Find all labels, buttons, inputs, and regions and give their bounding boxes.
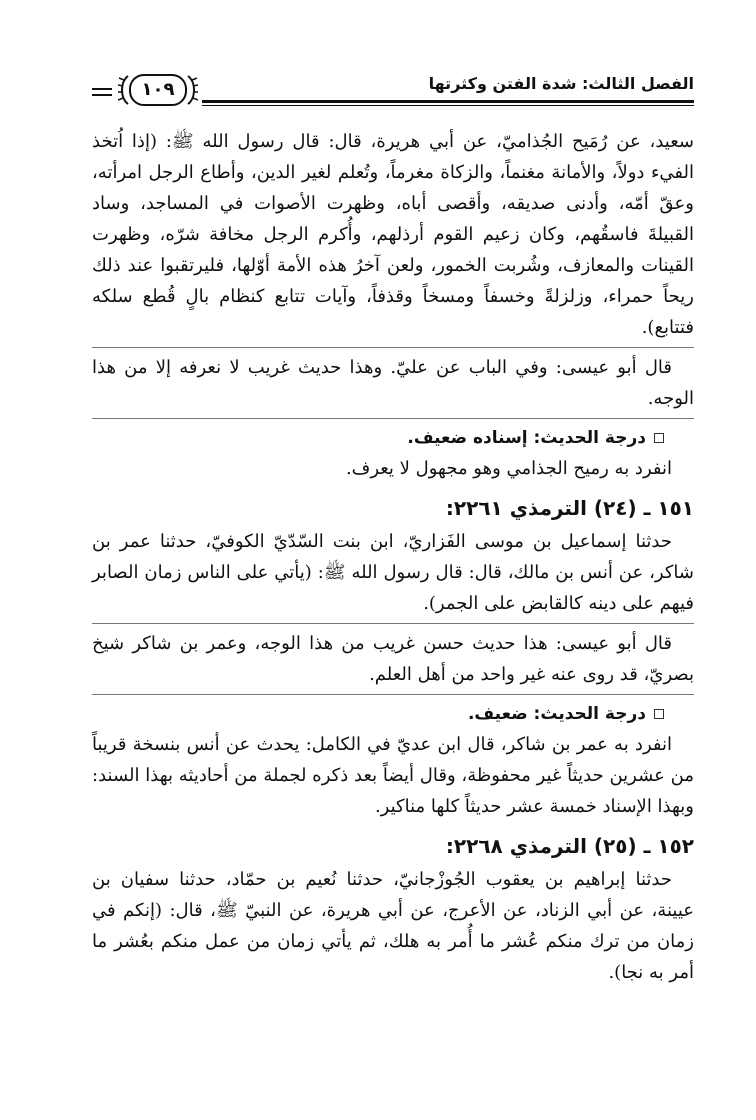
hadith-grade-text: درجة الحديث: إسناده ضعيف. <box>407 428 646 448</box>
hadith-heading: ١٥٢ ـ (٢٥) الترمذي ٢٢٦٨: <box>445 834 694 858</box>
divider <box>92 418 694 419</box>
header-rule-thick <box>202 100 694 103</box>
commentary-paragraph: قال أبو عيسى: وفي الباب عن عليّ. وهذا حديث غريب لا نعرفه إلا من هذا الوجه. <box>92 357 694 409</box>
divider <box>92 694 694 695</box>
hadith-grade <box>92 423 694 453</box>
commentary-paragraph: قال أبو عيسى: هذا حديث حسن غريب من هذا الوجه، وعمر بن شاكر شيخ بصريّ، قد روى عنه غير واحد من أهل العلم. <box>92 633 694 685</box>
grade-explanation-paragraph: انفرد به رميح الجذامي وهو مجهول لا يعرف. <box>345 458 672 479</box>
chapter-title: الفصل الثالث: شدة الفتن وكثرتها <box>428 74 694 93</box>
square-bullet-icon <box>654 433 664 443</box>
hadith-text-paragraph: حدثنا إبراهيم بن يعقوب الجُوزْجانيّ، حدثنا نُعيم بن حمّاد، حدثنا سفيان بن عيينة، عن أبي الزناد، عن الأعرج، عن أبي هريرة، عن النبيّ ﷺ، قال: (إنكم في زمان من ترك منكم عُشر ما أُمر به هلك، ثم يأتي زمان من عمل منكم بعُشر ما أمر به نجا). <box>92 869 694 983</box>
hadith-heading: ١٥١ ـ (٢٤) الترمذي ٢٢٦١: <box>445 496 694 520</box>
divider <box>92 623 694 624</box>
hadith-text-paragraph: حدثنا إسماعيل بن موسى الفَزاريّ، ابن بنت السّدّيّ الكوفيّ، حدثنا عمر بن شاكر، عن أنس بن مالك، قال: قال رسول الله ﷺ: (يأتي على الناس زمان الصابر فيهم على دينه كالقابض على الجمر). <box>92 531 694 614</box>
header-rule-thin <box>202 105 694 106</box>
square-bullet-icon <box>654 709 664 719</box>
divider <box>92 347 694 348</box>
page-number: ١٠٩ <box>141 79 175 100</box>
header-double-dash <box>92 88 112 100</box>
page-content <box>92 126 694 988</box>
hadith-grade <box>92 699 694 729</box>
grade-explanation-paragraph: انفرد به عمر بن شاكر، قال ابن عديّ في الكامل: يحدث عن أنس بنسخة قريباً من عشرين حديثاً غير محفوظة، وقال أيضاً بعد ذكره لجملة من أحاديثه بهذا السند: وبهذا الإسناد خمسة عشر حديثاً كلها مناكير. <box>92 734 694 817</box>
page-number-ornament <box>118 72 198 108</box>
hadith-grade-text: درجة الحديث: ضعيف. <box>467 704 646 724</box>
hadith-text-paragraph: سعيد، عن رُمَيح الجُذاميّ، عن أبي هريرة، قال: قال رسول الله ﷺ: (إذا اُتخذ الفيء دولاً، والأمانة مغنماً، والزكاة مغرماً، وتُعلم لغير الدين، وأطاع الرجل امرأته، وعقّ أمّه، وأدنى صديقه، وأقصى أباه، وظهرت الأصوات في المساجد، وساد القبيلةَ فاسقُهم، وكان زعيم القوم أرذلهم، وأُكرم الرجل مخافة شرّه، وظهرت القينات والمعازف، وشُربت الخمور، ولعن آخرُ هذه الأمة أوّلها، فليرتقبوا عند ذلك ريحاً حمراء، وزلزلةً وخسفاً ومسخاً وقذفاً، وآيات تتابع كنظام بالٍ قُطع سلكه فتتابع). <box>92 131 694 338</box>
book-page <box>92 60 694 1080</box>
page-header <box>92 60 694 112</box>
